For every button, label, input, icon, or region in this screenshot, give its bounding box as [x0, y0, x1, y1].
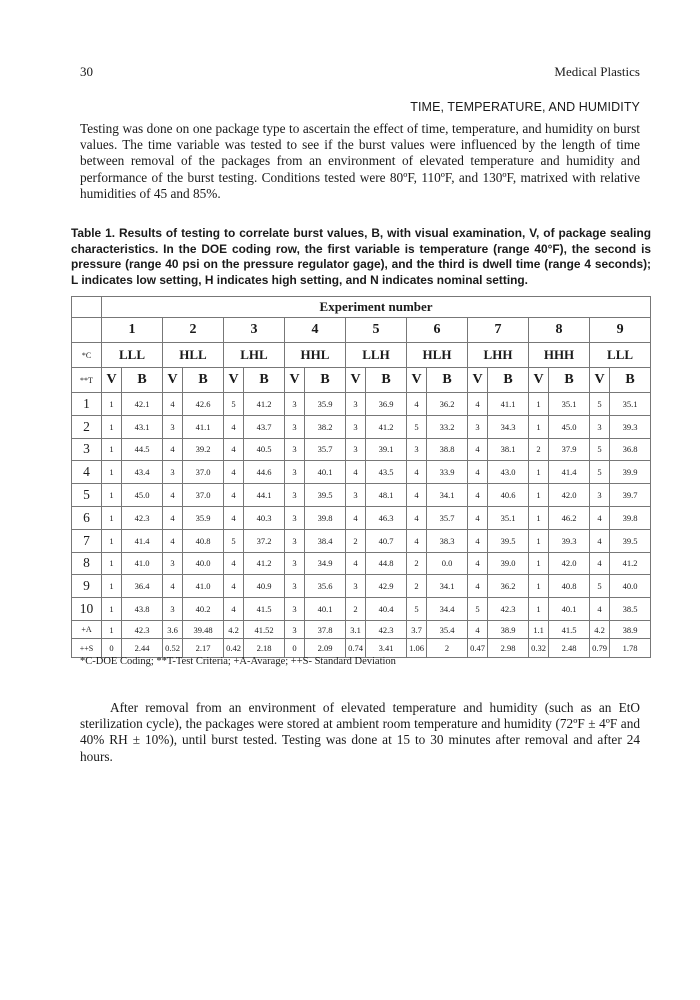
burst-value: 40.0 [610, 575, 651, 598]
burst-header: B [183, 368, 224, 393]
burst-value: 39.5 [488, 529, 529, 552]
sample-number: 8 [72, 552, 102, 575]
visual-value: 1 [529, 461, 549, 484]
burst-value: 36.4 [122, 575, 163, 598]
stat-value: 0.79 [590, 639, 610, 658]
burst-value: 42.3 [122, 506, 163, 529]
visual-value: 1 [102, 484, 122, 507]
visual-value: 4 [163, 529, 183, 552]
burst-value: 44.6 [244, 461, 285, 484]
visual-value: 1 [529, 415, 549, 438]
stat-value: 3.1 [346, 620, 366, 639]
burst-value: 38.3 [427, 529, 468, 552]
doe-code: LLL [590, 343, 651, 368]
experiment-number: 7 [468, 318, 529, 343]
visual-header: V [529, 368, 549, 393]
burst-value: 36.2 [427, 393, 468, 416]
burst-value: 38.2 [305, 415, 346, 438]
stat-value: 0.32 [529, 639, 549, 658]
doe-code: LLL [102, 343, 163, 368]
burst-value: 43.8 [122, 598, 163, 621]
visual-value: 4 [468, 438, 488, 461]
doe-code: LLH [346, 343, 407, 368]
sample-number: 6 [72, 506, 102, 529]
stat-value: 4.2 [224, 620, 244, 639]
visual-value: 1 [529, 552, 549, 575]
burst-value: 40.6 [488, 484, 529, 507]
visual-value: 3 [285, 552, 305, 575]
visual-value: 1 [529, 575, 549, 598]
stat-value: 38.9 [610, 620, 651, 639]
visual-value: 3 [163, 552, 183, 575]
burst-value: 45.0 [122, 484, 163, 507]
stat-value: 2.44 [122, 639, 163, 658]
visual-value: 3 [407, 438, 427, 461]
results-table-container [71, 296, 651, 658]
visual-value: 4 [224, 461, 244, 484]
experiment-number: 4 [285, 318, 346, 343]
stat-value: 4 [468, 620, 488, 639]
page-number: 30 [80, 64, 93, 79]
burst-value: 41.1 [183, 415, 224, 438]
visual-header: V [468, 368, 488, 393]
stat-value: 42.3 [122, 620, 163, 639]
burst-value: 34.1 [427, 484, 468, 507]
burst-value: 39.0 [488, 552, 529, 575]
burst-value: 37.0 [183, 461, 224, 484]
burst-header: B [366, 368, 407, 393]
stat-value: 3.6 [163, 620, 183, 639]
criteria-label: **T [72, 368, 102, 393]
visual-value: 4 [224, 415, 244, 438]
visual-value: 1 [529, 598, 549, 621]
burst-value: 39.3 [610, 415, 651, 438]
stat-value: 2.09 [305, 639, 346, 658]
burst-value: 33.9 [427, 461, 468, 484]
body-paragraph-1: Testing was done on one package type to ascertain the effect of time, temperature, and humidity on burst values. The time variable was tested to see if the burst values were influenced by the length of time between removal of the packages from an environment of elevated temperature and humidity and performance of the burst testing. Conditions tested were 80ºF, 110ºF, and 130ºF, matrixed with relative humidities of 45 and 85%. [80, 121, 640, 201]
sample-number: 4 [72, 461, 102, 484]
table-row [72, 393, 651, 416]
burst-value: 0.0 [427, 552, 468, 575]
visual-value: 3 [285, 438, 305, 461]
burst-value: 36.9 [366, 393, 407, 416]
visual-value: 1 [102, 575, 122, 598]
visual-value: 4 [407, 484, 427, 507]
visual-value: 1 [529, 506, 549, 529]
visual-value: 3 [346, 484, 366, 507]
visual-header: V [285, 368, 305, 393]
visual-value: 4 [224, 438, 244, 461]
burst-value: 39.8 [610, 506, 651, 529]
stat-value: 2.18 [244, 639, 285, 658]
visual-value: 1 [102, 506, 122, 529]
visual-value: 3 [285, 506, 305, 529]
burst-value: 39.1 [366, 438, 407, 461]
table-row [72, 575, 651, 598]
visual-value: 3 [163, 598, 183, 621]
doe-code: HLH [407, 343, 468, 368]
burst-value: 40.5 [244, 438, 285, 461]
stat-value: 0.52 [163, 639, 183, 658]
burst-value: 34.3 [488, 415, 529, 438]
table-row [72, 552, 651, 575]
experiment-number-title: Experiment number [102, 297, 651, 318]
visual-value: 3 [285, 461, 305, 484]
stat-value: 42.3 [366, 620, 407, 639]
burst-value: 40.1 [305, 461, 346, 484]
burst-value: 45.0 [549, 415, 590, 438]
visual-value: 3 [590, 484, 610, 507]
burst-value: 41.5 [244, 598, 285, 621]
burst-value: 37.2 [244, 529, 285, 552]
visual-value: 4 [163, 506, 183, 529]
visual-value: 4 [163, 575, 183, 598]
visual-value: 4 [346, 506, 366, 529]
visual-value: 4 [590, 598, 610, 621]
header-row-experiments [72, 318, 651, 343]
visual-value: 1 [102, 598, 122, 621]
doe-code: HHH [529, 343, 590, 368]
burst-value: 35.1 [549, 393, 590, 416]
burst-value: 43.0 [488, 461, 529, 484]
visual-value: 1 [102, 529, 122, 552]
visual-value: 4 [468, 461, 488, 484]
burst-value: 48.1 [366, 484, 407, 507]
stat-value: 37.8 [305, 620, 346, 639]
burst-value: 40.2 [183, 598, 224, 621]
experiment-number: 3 [224, 318, 285, 343]
sample-number: 7 [72, 529, 102, 552]
burst-value: 39.7 [610, 484, 651, 507]
experiment-number: 1 [102, 318, 163, 343]
visual-value: 3 [346, 438, 366, 461]
burst-value: 39.9 [610, 461, 651, 484]
visual-value: 3 [285, 415, 305, 438]
burst-value: 41.0 [122, 552, 163, 575]
visual-value: 5 [468, 598, 488, 621]
burst-value: 39.2 [183, 438, 224, 461]
burst-value: 42.6 [183, 393, 224, 416]
stat-value: 4.2 [590, 620, 610, 639]
burst-header: B [549, 368, 590, 393]
visual-value: 5 [224, 393, 244, 416]
burst-header: B [610, 368, 651, 393]
visual-value: 1 [102, 461, 122, 484]
visual-value: 3 [346, 393, 366, 416]
visual-value: 4 [163, 393, 183, 416]
burst-value: 41.0 [183, 575, 224, 598]
experiment-number: 5 [346, 318, 407, 343]
table-caption: Table 1. Results of testing to correlate burst values, B, with visual examination, V, of package sealing characteristics. In the DOE coding row, the first variable is temperature (range 40°F), the second is pressure (range 40 psi on the pressure regulator gage), and the third is dwell time (range 4 seconds); L indicates low setting, H indicates high setting, and N indicates nominal setting. [71, 226, 651, 287]
burst-value: 35.9 [305, 393, 346, 416]
stat-value: 3.7 [407, 620, 427, 639]
burst-value: 35.6 [305, 575, 346, 598]
burst-value: 43.5 [366, 461, 407, 484]
burst-value: 34.9 [305, 552, 346, 575]
burst-value: 35.7 [427, 506, 468, 529]
visual-value: 5 [224, 529, 244, 552]
table-footnote: *C-DOE Coding; **T-Test Criteria; +A-Avarage; ++S- Standard Deviation [80, 656, 396, 667]
visual-value: 2 [529, 438, 549, 461]
burst-header: B [122, 368, 163, 393]
burst-value: 44.5 [122, 438, 163, 461]
stat-label: ++S [72, 639, 102, 658]
burst-value: 40.8 [183, 529, 224, 552]
visual-value: 4 [346, 461, 366, 484]
visual-value: 4 [468, 506, 488, 529]
visual-value: 4 [224, 552, 244, 575]
header-row-criteria [72, 368, 651, 393]
doe-code: LHH [468, 343, 529, 368]
visual-header: V [346, 368, 366, 393]
burst-value: 40.9 [244, 575, 285, 598]
visual-value: 5 [407, 598, 427, 621]
stat-value: 1 [102, 620, 122, 639]
average-row [72, 620, 651, 639]
burst-value: 34.1 [427, 575, 468, 598]
visual-value: 5 [590, 393, 610, 416]
body-paragraph-2: After removal from an environment of elevated temperature and humidity (such as an EtO sterilization cycle), the packages were stored at ambient room temperature and humidity (72ºF ± 4ºF and 40% RH ± 10%), until burst tested. Testing was done at 15 to 30 minutes after removal and after 24 hours. [80, 700, 640, 764]
header-row-coding [72, 343, 651, 368]
visual-header: V [102, 368, 122, 393]
visual-value: 4 [590, 506, 610, 529]
visual-value: 4 [163, 438, 183, 461]
visual-value: 1 [102, 438, 122, 461]
table-row [72, 506, 651, 529]
visual-value: 1 [529, 529, 549, 552]
visual-value: 4 [346, 552, 366, 575]
table-row [72, 598, 651, 621]
visual-value: 4 [224, 575, 244, 598]
burst-value: 35.1 [610, 393, 651, 416]
visual-value: 5 [407, 415, 427, 438]
visual-value: 3 [346, 415, 366, 438]
visual-value: 5 [590, 461, 610, 484]
doe-code: HLL [163, 343, 224, 368]
stat-value: 35.4 [427, 620, 468, 639]
burst-value: 35.9 [183, 506, 224, 529]
burst-value: 43.1 [122, 415, 163, 438]
visual-value: 2 [407, 552, 427, 575]
visual-value: 4 [468, 393, 488, 416]
visual-header: V [590, 368, 610, 393]
burst-value: 40.3 [244, 506, 285, 529]
stat-value: 2.17 [183, 639, 224, 658]
running-head: Medical Plastics [554, 64, 640, 79]
burst-value: 34.4 [427, 598, 468, 621]
blank-cell [72, 318, 102, 343]
visual-value: 4 [224, 598, 244, 621]
burst-value: 46.3 [366, 506, 407, 529]
burst-value: 35.7 [305, 438, 346, 461]
doe-code: HHL [285, 343, 346, 368]
burst-value: 39.3 [549, 529, 590, 552]
experiment-number: 9 [590, 318, 651, 343]
burst-value: 44.1 [244, 484, 285, 507]
burst-value: 36.2 [488, 575, 529, 598]
visual-value: 4 [590, 552, 610, 575]
burst-value: 35.1 [488, 506, 529, 529]
burst-value: 41.2 [244, 393, 285, 416]
header-row-title [72, 297, 651, 318]
experiment-number: 8 [529, 318, 590, 343]
corner-cell [72, 297, 102, 318]
burst-value: 38.5 [610, 598, 651, 621]
visual-value: 1 [102, 552, 122, 575]
burst-value: 40.7 [366, 529, 407, 552]
stat-value: 38.9 [488, 620, 529, 639]
sample-number: 1 [72, 393, 102, 416]
stat-value: 2.48 [549, 639, 590, 658]
stat-value: 1.1 [529, 620, 549, 639]
results-table [71, 296, 651, 658]
stat-value: 41.5 [549, 620, 590, 639]
burst-value: 38.4 [305, 529, 346, 552]
burst-value: 40.1 [549, 598, 590, 621]
stat-value: 39.48 [183, 620, 224, 639]
burst-value: 38.1 [488, 438, 529, 461]
visual-value: 4 [407, 506, 427, 529]
std-dev-row [72, 639, 651, 658]
visual-value: 4 [468, 484, 488, 507]
burst-value: 41.2 [366, 415, 407, 438]
visual-value: 3 [468, 415, 488, 438]
visual-value: 1 [529, 484, 549, 507]
visual-value: 4 [224, 506, 244, 529]
doe-code: LHL [224, 343, 285, 368]
burst-value: 39.5 [610, 529, 651, 552]
burst-value: 40.0 [183, 552, 224, 575]
visual-value: 3 [590, 415, 610, 438]
code-label: *C [72, 343, 102, 368]
visual-value: 3 [285, 484, 305, 507]
visual-value: 4 [468, 552, 488, 575]
burst-value: 40.4 [366, 598, 407, 621]
visual-value: 3 [163, 461, 183, 484]
visual-value: 3 [285, 575, 305, 598]
table-row [72, 529, 651, 552]
visual-header: V [163, 368, 183, 393]
visual-value: 2 [346, 598, 366, 621]
visual-value: 1 [102, 415, 122, 438]
visual-value: 4 [407, 529, 427, 552]
visual-value: 3 [163, 415, 183, 438]
burst-value: 41.2 [244, 552, 285, 575]
sample-number: 2 [72, 415, 102, 438]
burst-value: 37.9 [549, 438, 590, 461]
burst-value: 37.0 [183, 484, 224, 507]
burst-value: 41.4 [549, 461, 590, 484]
burst-value: 41.4 [122, 529, 163, 552]
visual-value: 4 [468, 529, 488, 552]
sample-number: 5 [72, 484, 102, 507]
stat-value: 2 [427, 639, 468, 658]
burst-value: 36.8 [610, 438, 651, 461]
stat-value: 2.98 [488, 639, 529, 658]
visual-value: 4 [407, 393, 427, 416]
visual-value: 4 [163, 484, 183, 507]
burst-header: B [488, 368, 529, 393]
experiment-number: 6 [407, 318, 468, 343]
visual-value: 4 [468, 575, 488, 598]
stat-value: 0.42 [224, 639, 244, 658]
burst-value: 41.1 [488, 393, 529, 416]
burst-value: 43.7 [244, 415, 285, 438]
burst-value: 42.0 [549, 552, 590, 575]
visual-header: V [224, 368, 244, 393]
sample-number: 3 [72, 438, 102, 461]
sample-number: 10 [72, 598, 102, 621]
burst-value: 43.4 [122, 461, 163, 484]
burst-value: 39.5 [305, 484, 346, 507]
visual-value: 5 [590, 575, 610, 598]
section-title: TIME, TEMPERATURE, AND HUMIDITY [410, 100, 640, 114]
burst-value: 42.3 [488, 598, 529, 621]
visual-value: 3 [346, 575, 366, 598]
stat-value: 0.74 [346, 639, 366, 658]
visual-value: 4 [590, 529, 610, 552]
visual-value: 2 [346, 529, 366, 552]
stat-value: 3 [285, 620, 305, 639]
table-row [72, 415, 651, 438]
stat-value: 3.41 [366, 639, 407, 658]
burst-value: 41.2 [610, 552, 651, 575]
visual-value: 5 [590, 438, 610, 461]
burst-header: B [427, 368, 468, 393]
burst-value: 42.9 [366, 575, 407, 598]
burst-value: 42.1 [122, 393, 163, 416]
experiment-number: 2 [163, 318, 224, 343]
stat-value: 0.47 [468, 639, 488, 658]
table-row [72, 461, 651, 484]
stat-value: 0 [102, 639, 122, 658]
visual-value: 4 [224, 484, 244, 507]
stat-value: 0 [285, 639, 305, 658]
visual-header: V [407, 368, 427, 393]
stat-label: +A [72, 620, 102, 639]
stat-value: 1.78 [610, 639, 651, 658]
visual-value: 3 [285, 393, 305, 416]
burst-value: 42.0 [549, 484, 590, 507]
burst-value: 46.2 [549, 506, 590, 529]
burst-header: B [305, 368, 346, 393]
table-row [72, 484, 651, 507]
burst-value: 44.8 [366, 552, 407, 575]
table-row [72, 438, 651, 461]
burst-value: 38.8 [427, 438, 468, 461]
burst-value: 33.2 [427, 415, 468, 438]
stat-value: 41.52 [244, 620, 285, 639]
burst-value: 40.8 [549, 575, 590, 598]
visual-value: 2 [407, 575, 427, 598]
visual-value: 3 [285, 598, 305, 621]
stat-value: 1.06 [407, 639, 427, 658]
burst-value: 40.1 [305, 598, 346, 621]
burst-header: B [244, 368, 285, 393]
burst-value: 39.8 [305, 506, 346, 529]
visual-value: 1 [102, 393, 122, 416]
visual-value: 4 [407, 461, 427, 484]
visual-value: 3 [285, 529, 305, 552]
sample-number: 9 [72, 575, 102, 598]
visual-value: 1 [529, 393, 549, 416]
